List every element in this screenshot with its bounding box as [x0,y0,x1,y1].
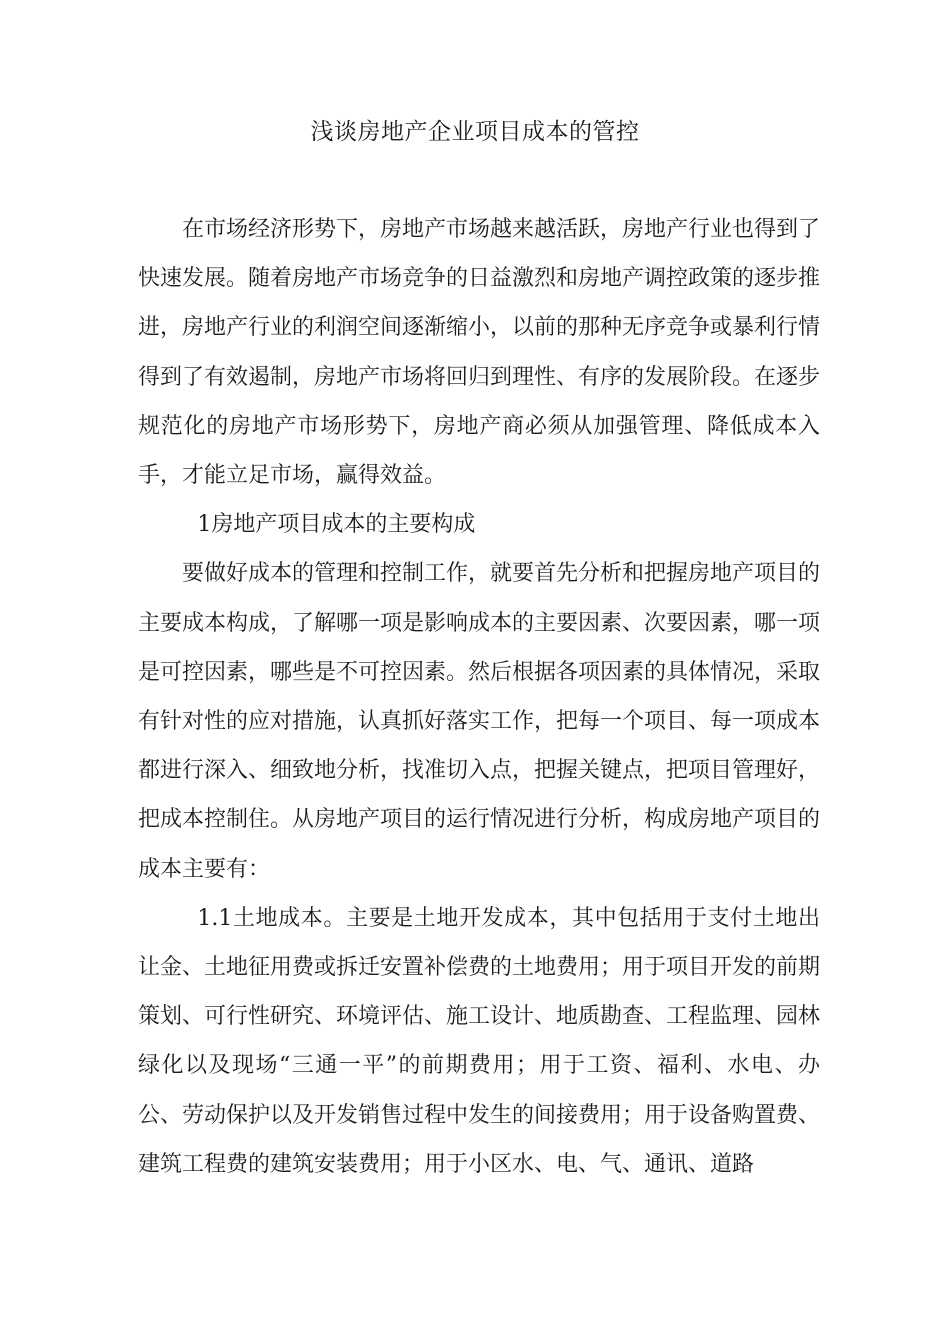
paragraph-land-cost: 1.1土地成本。主要是土地开发成本，其中包括用于支付土地出让金、土地征用费或拆迁安置补偿费的土地费用；用于项目开发的前期策划、可行性研究、环境评估、施工设计、地质勘查、工程监理、园林绿化以及现场“三通一平”的前期费用；用于工资、福利、水电、办公、劳动保护以及开发销售过程中发生的间接费用；用于设备购置费、建筑工程费的建筑安装费用；用于小区水、电、气、通讯、道路 [138,905,821,1177]
paragraph-cost-analysis: 要做好成本的管理和控制工作，就要首先分析和把握房地产项目的主要成本构成，了解哪一项是影响成本的主要因素、次要因素，哪一项是可控因素，哪些是不可控因素。然后根据各项因素的具体情况，采取有针对性的应对措施，认真抓好落实工作，把每一个项目、每一项成本都进行深入、细致地分析，找准切入点，把握关键点，把项目管理好，把成本控制住。从房地产项目的运行情况进行分析，构成房地产项目的成本主要有： [138,561,821,882]
document-body [138,205,820,1189]
document-title: 浅谈房地产企业项目成本的管控 [310,119,640,145]
section-heading: 1房地产项目成本的主要构成 [197,512,476,538]
paragraph-intro: 在市场经济形势下，房地产市场越来越活跃，房地产行业也得到了快速发展。随着房地产市场竞争的日益激烈和房地产调控政策的逐步推进，房地产行业的利润空间逐渐缩小，以前的那种无序竞争或暴利行情得到了有效遏制，房地产市场将回归到理性、有序的发展阶段。在逐步规范化的房地产市场形势下，房地产商必须从加强管理、降低成本入手，才能立足市场，赢得效益。 [138,217,821,489]
